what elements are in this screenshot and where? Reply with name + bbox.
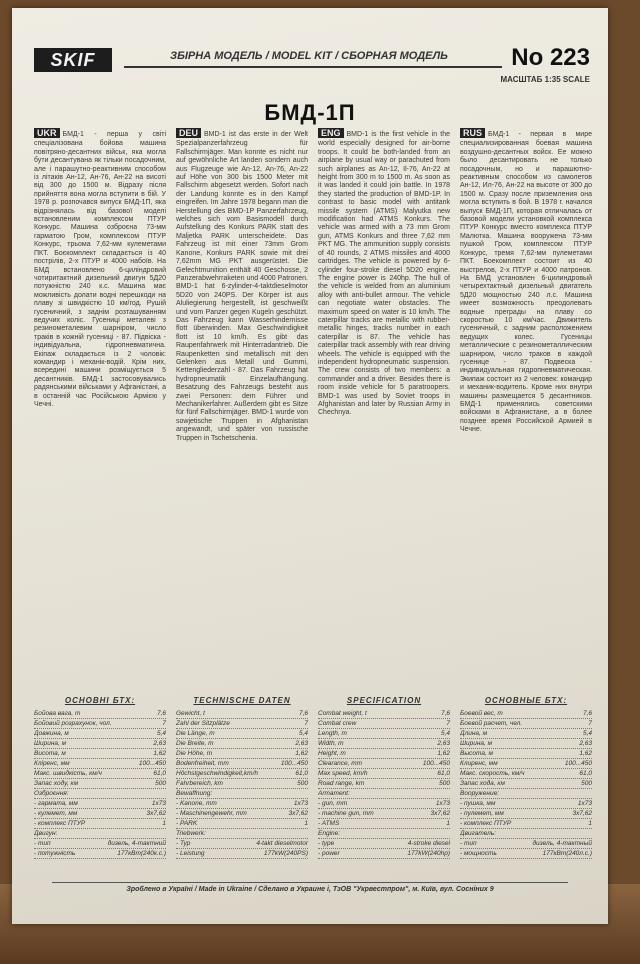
spec-row [176, 769, 308, 779]
spec-key: Bodenfreiheit, mm [176, 760, 229, 767]
spec-key: Боевой расчет, чел. [460, 720, 523, 727]
spec-key: Road range, km [318, 780, 365, 787]
spec-value: 3х7,62 [146, 810, 166, 817]
spec-key: Engine: [318, 830, 341, 837]
spec-row [460, 769, 592, 779]
spec-table [460, 696, 592, 876]
spec-value: 1х73 [577, 800, 592, 807]
spec-value: 7,6 [156, 710, 166, 717]
spec-value: 500 [297, 780, 308, 787]
spec-value: 61,0 [153, 770, 166, 777]
spec-row [318, 749, 450, 759]
spec-row [318, 719, 450, 729]
spec-key: Клиренс, мм [460, 760, 498, 767]
spec-row [176, 799, 308, 809]
spec-value: 100...450 [422, 760, 450, 767]
spec-row [460, 809, 592, 819]
spec-key: - PARK [176, 820, 198, 827]
header-rule [124, 66, 502, 68]
spec-value: 61,0 [579, 770, 592, 777]
spec-row [460, 849, 592, 859]
spec-row [34, 759, 166, 769]
spec-title: TECHNISCHE DATEN [193, 696, 291, 705]
spec-key: Запас хода, км [460, 780, 505, 787]
spec-value: 2,63 [153, 740, 166, 747]
column-eng [318, 128, 450, 688]
spec-row [34, 709, 166, 719]
spec-value: 61,0 [295, 770, 308, 777]
spec-row [176, 779, 308, 789]
spec-key: Длина, м [460, 730, 488, 737]
spec-value: 500 [581, 780, 592, 787]
spec-row [318, 829, 450, 839]
spec-row [176, 749, 308, 759]
spec-key: Боевой вес, т [460, 710, 503, 717]
spec-key: - ATMS [318, 820, 340, 827]
spec-key: Zahl der Sitzplätze [176, 720, 230, 727]
spec-row [176, 709, 308, 719]
spec-row [34, 799, 166, 809]
spec-key: Двигун: [34, 830, 58, 837]
spec-title: ОСНОВНЫЕ БТХ: [484, 696, 568, 705]
spec-key: - Leistung [176, 850, 205, 857]
page-title: БМД-1П [264, 100, 356, 125]
kit-number: No 223 [511, 44, 590, 71]
spec-value: дизель, 4-тактний [107, 840, 166, 847]
spec-key: Length, m [318, 730, 347, 737]
spec-key: Höchstgeschwindigkeit,km/h [176, 770, 259, 777]
spec-row [460, 789, 592, 799]
header [34, 44, 590, 84]
spec-value: 7,6 [298, 710, 308, 717]
language-tag: UKR [34, 128, 60, 138]
language-tag: RUS [460, 128, 485, 138]
spec-value: 1х73 [151, 800, 166, 807]
spec-key: Бойовий розрахунок, чол. [34, 720, 112, 727]
spec-row [34, 719, 166, 729]
spec-value: 7 [304, 720, 308, 727]
spec-key: Max speed, km/h [318, 770, 368, 777]
spec-value: 1,62 [579, 750, 592, 757]
spec-value: 4-stroke diesel [407, 840, 450, 847]
spec-row [34, 749, 166, 759]
spec-row [34, 829, 166, 839]
spec-row [460, 749, 592, 759]
spec-row [460, 819, 592, 829]
spec-key: Fahrbereich, km [176, 780, 223, 787]
spec-key: Width, m [318, 740, 344, 747]
spec-key: Clearance, mm [318, 760, 363, 767]
spec-key: - кулемет, мм [34, 810, 78, 817]
spec-row [34, 779, 166, 789]
spec-key: Height, m [318, 750, 346, 757]
spec-table [34, 696, 166, 876]
column-rus [460, 128, 592, 688]
spec-row [318, 809, 450, 819]
spec-row [460, 759, 592, 769]
spec-key: Макс. скорость, км/ч [460, 770, 525, 777]
spec-row [318, 729, 450, 739]
column-text: БМД-1 - первая в мире специализированная боевая машина воздушно-десантных войск. Ее можно было десантировать не только посадочным, но и парашютно-реактивным способом из самолетов Ан-12, Ил-76, Ан-22 на высоте от 300 до 1500 м. Сразу после приземления она могла вступить в бой. В 1978 г. начался выпуск БМД-1П, которая отличалась от базовой модели установкой комплекса ПТУР Конкурс вместо комплекса ПТУР Малютка. Машина вооружена 73-мм пушкой Гром, комплексом ПТУР Конкурс, тремя 7,62-мм пулеметами ПКТ. Боекомплект состоит из 40 выстрелов, 2-х ПТУР и 4000 патронов. На БМД установлен 6-цилиндровый четырехтактный дизельный двигатель 5Д20 мощностью 240 л.с. Машина имеет возможность преодолевать водные преграды на плаву со скоростью 10 км/час. Движитель гусеничный, с задним расположением ведущих колес. Гусеницы металлические с резинометаллическим шарниром, число траков в каждой гусенице - 87. Подвеска - индивидуальная гидропневматическая. Экипаж состоит из 2 человек: командир и механик-водитель. Кроме них внутри машины размещается 5 десантников. БМД-1 применялись советскими войсками в Афганистане, а в более позднее время Российской Армией в Чечне. [460, 131, 592, 434]
spec-value: 100...450 [138, 760, 166, 767]
spec-row [318, 799, 450, 809]
spec-key: - Maschinengewehr, mm [176, 810, 247, 817]
spec-key: - комплекс ПТУР [34, 820, 86, 827]
spec-value: 7 [446, 720, 450, 727]
spec-value: 177кВт(240к.с.) [117, 850, 166, 857]
spec-row [176, 819, 308, 829]
spec-key: Кліренс, мм [34, 760, 70, 767]
spec-row [176, 729, 308, 739]
spec-title: ОСНОВНІ БТХ: [64, 696, 136, 705]
spec-row [34, 789, 166, 799]
spec-row [318, 819, 450, 829]
spec-key: - пушка, мм [460, 800, 496, 807]
column-deu [176, 128, 308, 688]
spec-tables [34, 696, 592, 876]
spec-key: - Typ [176, 840, 191, 847]
spec-value: 61,0 [437, 770, 450, 777]
spec-row [176, 759, 308, 769]
spec-key: Вооружение: [460, 790, 499, 797]
spec-row [176, 739, 308, 749]
spec-table [176, 696, 308, 876]
brand-logo: SKIF [34, 48, 112, 72]
spec-row [318, 839, 450, 849]
spec-key: Die Länge, m [176, 730, 215, 737]
spec-row [34, 849, 166, 859]
spec-value: 500 [155, 780, 166, 787]
spec-row [34, 809, 166, 819]
spec-value: 3х7,62 [572, 810, 592, 817]
spec-key: - gun, mm [318, 800, 348, 807]
spec-row [176, 839, 308, 849]
spec-row [460, 839, 592, 849]
spec-value: 1 [588, 820, 592, 827]
spec-value: 5,4 [582, 730, 592, 737]
spec-key: Triebwerk: [176, 830, 206, 837]
spec-key: - power [318, 850, 340, 857]
spec-key: - Kanone, mm [176, 800, 217, 807]
spec-row [318, 739, 450, 749]
spec-value: 177kW(240hp) [407, 850, 450, 857]
spec-value: 1,62 [437, 750, 450, 757]
instruction-sheet [12, 8, 608, 924]
spec-row [318, 709, 450, 719]
spec-row [318, 779, 450, 789]
spec-row [318, 769, 450, 779]
spec-key: Запас ходу, км [34, 780, 79, 787]
spec-value: 4-takt dieselmotor [256, 840, 308, 847]
spec-key: Armament: [318, 790, 350, 797]
spec-key: - гармата, мм [34, 800, 78, 807]
spec-key: Макс. швидкість, км/ч [34, 770, 102, 777]
spec-key: Combat weight, t [318, 710, 367, 717]
spec-value: 5,4 [156, 730, 166, 737]
spec-value: дизель, 4-тактный [532, 840, 592, 847]
text-columns [34, 128, 592, 688]
spec-key: Висота, м [34, 750, 66, 757]
spec-row [460, 829, 592, 839]
spec-row [460, 709, 592, 719]
spec-key: - комплекс ПТУР [460, 820, 512, 827]
spec-key: - тип [460, 840, 477, 847]
spec-value: 2,63 [437, 740, 450, 747]
spec-row [176, 849, 308, 859]
column-ukr [34, 128, 166, 688]
spec-key: - потужність [34, 850, 76, 857]
spec-value: 1,62 [153, 750, 166, 757]
spec-value: 100...450 [280, 760, 308, 767]
column-text: BMD-1 ist das erste in der Welt Spezialpanzerfahrzeug für Fallschirmjäger. Man konnte es nicht nur auf gewöhnliche Art landen sondern auch aus Flugzeuge wie An-12, An-76, An-22 auf Höhe von 300 bis 1500 Meter mit Fallschirm abgesetzt werden. Sofort nach der Landung konnte es in den Kampf eingreifen. Im Jahre 1978 begann man die Herstellung des BMD-1P Panzerfahrzeug, welches sich vom Basismodell durch Aufstellung des Konkurs PARK statt des Maljetka PARK unterscheidete. Das Fahrzeug ist mit einer 73mm Grom Kanone, Konkurs PARK sowie mit drei 7,62mm MG PKT ausgerüstet. Die Gefechtmunition enthält 40 Geschosse, 2 Panzerabwehrraketen und 4000 Patronen. BMD-1 hat 6-zylinder-4-taktdieselmotor 5D20 von 240PS. Der Körper ist aus Aluliegierung hergestellt, ist geschweißt und vom Panzer gegen Kugeln geschützt. Das Fahrzeug kann Wasserhindernisse flott überwinden. Max Geschwindigkeit flott ist 10 km/h. Es gibt das Raupenfahrwerk mit Hinterradantrieb. Die Raupenketten sind metallisch mit den Gelenken aus Metall und Gummi, Kettengliederzahl - 87. Das Fahrzeug hat hydropneumatik Einzelaufhängung. Besatzung des Fahrzeugs besteht aus zwei Personen: dem Führer und Mechanikerfahrer. Außerdem gibt es Sitze für fünf Fallschirmjäger. BMD-1 wurde von sowjetische Truppen in Afghanistan angewandt, und später von russische Truppen in Tschetschenia. [176, 131, 308, 442]
spec-row [176, 829, 308, 839]
spec-row [460, 719, 592, 729]
spec-value: 7 [162, 720, 166, 727]
spec-value: 1,62 [295, 750, 308, 757]
spec-row [176, 789, 308, 799]
spec-row [34, 739, 166, 749]
spec-value: 1 [304, 820, 308, 827]
spec-row [34, 769, 166, 779]
spec-value: 1х73 [293, 800, 308, 807]
spec-key: Довжина, м [34, 730, 69, 737]
spec-row [34, 819, 166, 829]
spec-value: 177кВт(240л.с.) [542, 850, 592, 857]
spec-value: 500 [439, 780, 450, 787]
spec-row [318, 759, 450, 769]
spec-row [318, 789, 450, 799]
spec-value: 1х73 [435, 800, 450, 807]
spec-value: 5,4 [298, 730, 308, 737]
spec-row [34, 729, 166, 739]
scale-label: МАСШТАБ 1:35 SCALE [500, 75, 590, 84]
spec-value: 3х7,62 [288, 810, 308, 817]
spec-row [460, 799, 592, 809]
spec-key: Двигатель: [460, 830, 497, 837]
footer: Зроблено в Україні / Made in Ukraine / Сделано в Украине і, ТзОВ "Укрвестпром", м. Київ, вул. Сосніних 9 [52, 882, 568, 893]
column-text: BMD-1 is the first vehicle in the world especially designed for air-borne troops. It could be both-landed from an airplane by usual way or parachuted from such airplanes as An-12, Il-76, An-22 at height from 300 m to 1500 m. As soon as it was landed it could join battle. In 1978 they started the production of BMD-1P. In contrast to basic model with antitank missile system (ATMS) Malyutka new modification had ATMS Konkurs. The vehicle was armed with a 73 mm Grom gun, ATMS Konkurs and three 7,62 mm PKT MG. The ammunition supply consists of 40 rounds, 2 ATMS missiles and 4000 cartridges. The vehicle is powered by 6-cylinder four-stroke diesel 5D20 engine. The engine power is 240hp. The hull of the vehicle is welded from an aluminium alloy with anti-bullet armour. The vehicle can negotiate water obstacles. The maximum speed on water is 10 km/h. The caterpillar tracks are metallic with rubber-metallic hinges, tracks number in each caterpillar is 87. The vehicle has caterpillar track assembly with rear driving wheels. The vehicle is equipped with the independent hydropneumatic suspension. The crew consists of two members: a commander and a driver. Besides there is room inside vehicle for 5 paratroopers. BMD-1 was used by Soviet troops in Afghanistan and later by Russian Army in Chechnya. [318, 131, 450, 417]
spec-key: Бойова вага, т [34, 710, 81, 717]
spec-value: 2,63 [579, 740, 592, 747]
spec-row [460, 779, 592, 789]
spec-key: - мощность [460, 850, 497, 857]
kit-subtitle: ЗБІРНА МОДЕЛЬ / MODEL KIT / СБОРНАЯ МОДЕЛЬ [170, 50, 448, 62]
spec-value: 7,6 [440, 710, 450, 717]
spec-title: SPECIFICATION [346, 696, 422, 705]
spec-key: Ширина, м [34, 740, 67, 747]
spec-row [460, 729, 592, 739]
spec-row [460, 739, 592, 749]
spec-key: Gewicht, t [176, 710, 205, 717]
spec-value: 100...450 [564, 760, 592, 767]
language-tag: DEU [176, 128, 201, 138]
spec-value: 7 [588, 720, 592, 727]
spec-key: - пулемет, мм [460, 810, 504, 817]
spec-key: - тип [34, 840, 51, 847]
spec-key: Combat crew [318, 720, 357, 727]
spec-row [318, 849, 450, 859]
spec-value: 1 [162, 820, 166, 827]
spec-table [318, 696, 450, 876]
spec-row [34, 839, 166, 849]
language-tag: ENG [318, 128, 344, 138]
spec-key: Ширина, м [460, 740, 493, 747]
spec-key: Высота, м [460, 750, 494, 757]
spec-key: Die Breite, m [176, 740, 214, 747]
spec-value: 2,63 [295, 740, 308, 747]
spec-key: - type [318, 840, 335, 847]
spec-key: Die Höhe, m [176, 750, 213, 757]
column-text: БМД-1 - перша у світі спеціалізована бойова машина повітряно-десантних військ, яка могла бути десантувана як тільки посадочним, але і парашутно-реактивним способом із літаків Ан-12, Ан-76, Ан-22 на висоті від 300 до 1500 м. Відразу після прийняття вона могла вступити в бій. У 1978 р. розпочався випуск БМД-1П, яка відрізнялась від базової моделі встановленим комплексом ПТУР Конкурс. Машина озброєна 73-мм гарматою Гром, комплексом ПТУР Конкурс, трьома 7,62-мм кулеметами ПКТ. Боєкомплект складається із 40 пострілів, 2-х ПТУР и 4000 набоїв. На БМД встановлено 6-циліндровий чотиритактний дизельний двигун 5Д20 потужністю 240 к.с. Машина має можливість долати водні перешкоди на плаву зі швидкістю 10 км/год. Рушій гусеничний, з заднім розташуванням ведучих коліс. Гусениці металеві з резинометалевим шарніром, число траків в кожній гусениці - 87. Підвіска - індивідуальна, гідропневматична. Екіпаж складається із 2 чоловік: командир і механік-водій. Крім них, всередині машини розміщується 5 десантників. БМД-1 застосовувались радянськими військами у Афганістані, а в останній час Російською Армією у Чечні. [34, 131, 166, 408]
spec-row [176, 809, 308, 819]
spec-value: 5,4 [440, 730, 450, 737]
spec-key: - machine gun, mm [318, 810, 374, 817]
spec-row [176, 719, 308, 729]
spec-key: Bewaffnung: [176, 790, 213, 797]
spec-value: 1 [446, 820, 450, 827]
spec-value: 177kW(240PS) [263, 850, 308, 857]
spec-key: Озброєння: [34, 790, 69, 797]
spec-value: 3х7,62 [430, 810, 450, 817]
spec-value: 7,6 [582, 710, 592, 717]
